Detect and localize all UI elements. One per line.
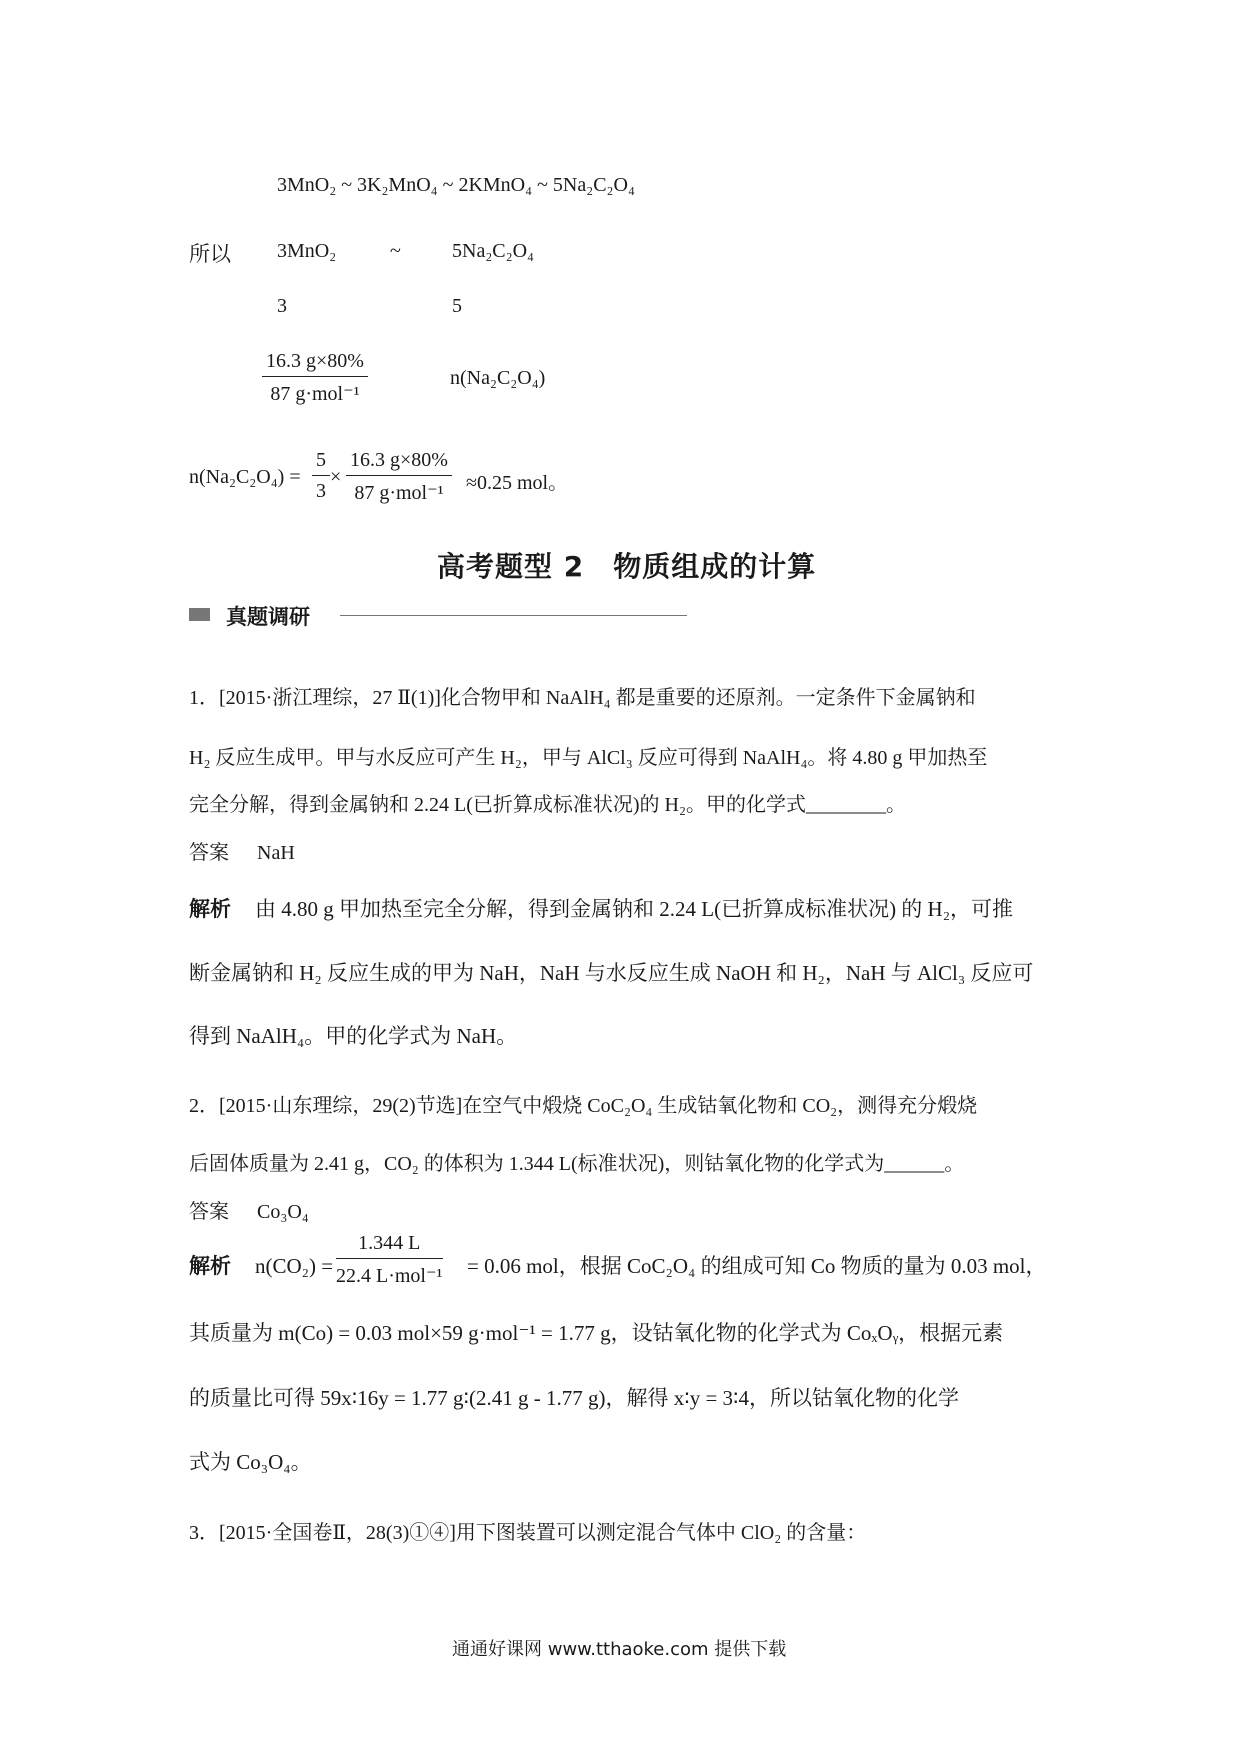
footer-credit: 通通好课网 www.tthaoke.com 提供下载 — [452, 1639, 787, 1660]
ratio-fraction — [312, 449, 330, 503]
q1-answer — [189, 836, 295, 865]
q1-analysis-3: 得到 NaAlH₄。甲的化学式为 NaH。 — [189, 1024, 518, 1048]
q2-answer — [189, 1195, 309, 1224]
q3-line-1: 3．[2015·全国卷Ⅱ，28(3)①④]用下图装置可以测定混合气体中 ClO₂ 的含量： — [189, 1522, 867, 1544]
q2-fraction — [336, 1232, 443, 1288]
q1-line-2: H₂ 反应生成甲。甲与水反应可产生 H₂，甲与 AlCl₃ 反应可得到 NaAlH₄。将 4.80 g 甲加热至 — [189, 747, 988, 769]
mass-fraction — [262, 350, 368, 406]
q1-answer-value: NaH — [257, 842, 295, 864]
q2-analysis-pre: n(CO₂) = — [255, 1254, 334, 1278]
q2-analysis-post: = 0.06 mol，根据 CoC₂O₄ 的组成可知 Co 物质的量为 0.03 mol， — [467, 1254, 1047, 1278]
q2-line-1: 2．[2015·山东理综，29(2)节选]在空气中煅烧 CoC₂O₄ 生成钴氧化物和 CO₂，测得充分煅烧 — [189, 1095, 978, 1117]
times-sign: × — [330, 466, 342, 488]
result-fraction-numerator: 16.3 g×80% — [346, 449, 452, 476]
so-label: 所以 — [189, 242, 231, 266]
result-tail: ≈0.25 mol。 — [466, 472, 569, 494]
mass-fraction-denominator: 87 g·mol⁻¹ — [270, 383, 360, 405]
q1-analysis-text-1: 由 4.80 g 甲加热至完全分解，得到金属钠和 2.24 L(已折算成标准状况) 的 H₂，可推 — [255, 897, 1014, 921]
q2-line-2: 后固体质量为 2.41 g，CO₂ 的体积为 1.344 L(标准状况)，则钴氧化物的化学式为______。 — [189, 1153, 965, 1175]
result-fraction-denominator: 87 g·mol⁻¹ — [354, 482, 444, 504]
reaction-rhs: 5Na₂C₂O₄ — [452, 240, 535, 262]
reaction-tilde: ~ — [390, 240, 401, 262]
q1-analysis-2: 断金属钠和 H₂ 反应生成的甲为 NaH，NaH 与水反应生成 NaOH 和 H₂，NaH 与 AlCl₃ 反应可 — [189, 961, 1034, 985]
q2-fraction-numerator: 1.344 L — [336, 1232, 443, 1259]
subheader-title: 真题调研 — [226, 605, 310, 629]
q1-analysis-1 — [189, 893, 1013, 923]
reaction-chain: 3MnO₂ ~ 3K₂MnO₄ ~ 2KMnO₄ ~ 5Na₂C₂O₄ — [277, 174, 635, 196]
q2-analysis-2: 其质量为 m(Co) = 0.03 mol×59 g·mol⁻¹ = 1.77 g，设钴氧化物的化学式为 CoₓOᵧ，根据元素 — [189, 1321, 1004, 1345]
ratio-numerator: 5 — [312, 449, 330, 476]
q1-answer-label: 答案 — [189, 840, 229, 864]
unknown-amount: n(Na₂C₂O₄) — [450, 367, 546, 389]
q2-answer-label: 答案 — [189, 1199, 229, 1223]
subheader-rule — [340, 615, 687, 616]
q2-analysis-label: 解析 — [189, 1254, 231, 1278]
ratio-denominator: 3 — [316, 480, 326, 502]
result-lhs: n(Na₂C₂O₄) = — [189, 466, 301, 488]
q1-line-3: 完全分解，得到金属钠和 2.24 L(已折算成标准状况)的 H₂。甲的化学式________。 — [189, 794, 906, 816]
q1-analysis-label: 解析 — [189, 897, 231, 921]
q2-analysis-3: 的质量比可得 59x∶16y = 1.77 g∶(2.41 g - 1.77 g)，解得 x∶y = 3∶4，所以钴氧化物的化学 — [189, 1386, 960, 1410]
reaction-lhs: 3MnO₂ — [277, 240, 337, 262]
result-mass-fraction — [346, 449, 452, 505]
coef-right: 5 — [452, 295, 462, 317]
section-title: 高考题型 2 物质组成的计算 — [437, 550, 817, 583]
q2-fraction-denominator: 22.4 L·mol⁻¹ — [336, 1265, 443, 1287]
q2-analysis-label-row — [189, 1250, 333, 1280]
q1-line-1: 1．[2015·浙江理综，27 Ⅱ(1)]化合物甲和 NaAlH₄ 都是重要的还原剂。一定条件下金属钠和 — [189, 687, 976, 709]
coef-left: 3 — [277, 295, 287, 317]
subheader-marker — [189, 608, 210, 621]
q2-analysis-4: 式为 Co₃O₄。 — [189, 1450, 312, 1474]
mass-fraction-numerator: 16.3 g×80% — [262, 350, 368, 377]
q2-answer-value: Co₃O₄ — [257, 1201, 309, 1223]
